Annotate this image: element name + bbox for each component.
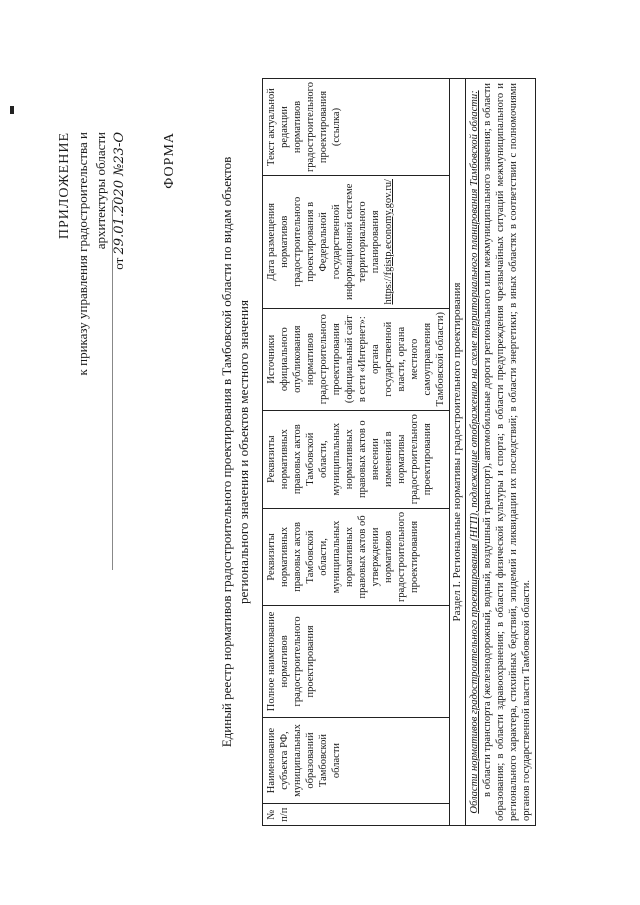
areas-body: в области транспорта (железнодорожный, водный, воздушный транспорт), автомобильные дороги регионального или межмуниципального значения; в области образования; в области здравоохранения; в области физической культуры и спорта; в области предупреждения чрезвычайных ситуаций межмуниципального и регионального характера, стихийных бедствий, эпидемий и ликвидации их последствий; в области энергетики; в иных областях в соответствии с полномочиями органов государственной власти Тамбовской области. <box>482 83 532 821</box>
punch-mark <box>10 106 14 114</box>
header-fgis-date-text: Дата размещения нормативов градостроительного проектирования в Федеральной государственной информационной системе территориального планирования <box>266 183 381 300</box>
fgis-link[interactable]: https://fgistp.economy.gov.ru/ <box>383 179 394 305</box>
header-publication-source: Источники официального опубликования нормативов градостроительного проектирования (официальный сайт в сети «Интернет»: органа государственной власти, органа местного самоуправления Тамбовской области) <box>263 308 450 410</box>
areas-row <box>466 79 536 826</box>
title-line2: регионального значения и объектов местного значения <box>236 300 251 604</box>
date-prefix: от <box>111 257 126 270</box>
section-title: Раздел I. Региональные нормативы градостроительного проектирования <box>450 79 466 826</box>
section-row <box>450 79 466 826</box>
appendix-block <box>56 132 129 492</box>
form-label: ФОРМА <box>162 132 177 189</box>
appendix-line2: архитектуры области <box>93 132 108 250</box>
header-fgis-date <box>263 176 450 309</box>
header-number: № п/п <box>263 804 450 826</box>
areas-title: Области нормативов градостроительного проектирования (НГП), подлежащие отображению на схеме территориального планирования Тамбовской области: <box>469 90 480 814</box>
areas-cell <box>466 79 536 826</box>
table-header-row <box>263 79 450 826</box>
header-approval-acts: Реквизиты нормативных правовых актов Тамбовской области, муниципальных нормативных правовых актов об утверждении нормативов градостроительного проектирования <box>263 508 450 606</box>
date-value: 29.01.2020 №23-О <box>112 132 127 255</box>
appendix-title: ПРИЛОЖЕНИЕ <box>57 132 72 240</box>
registry-table <box>262 78 536 826</box>
document-title <box>218 92 252 812</box>
appendix-line1: к приказу управления градостроительства и <box>75 132 90 376</box>
header-full-name: Полное наименование нормативов градостроительного проектирования <box>263 606 450 717</box>
appendix-date <box>110 132 129 492</box>
title-line1: Единый реестр нормативов градостроительного проектирования в Тамбовской области по видам объектов <box>219 156 234 748</box>
header-subject-name: Наименование субъекта РФ, муниципальных образований Тамбовской области <box>263 717 450 804</box>
header-amendment-acts: Реквизиты нормативных правовых актов Тамбовской области, муниципальных нормативных правовых актов о внесении изменений в нормативы градостроительного проектирования <box>263 410 450 508</box>
rotated-document <box>40 72 600 832</box>
header-current-text: Текст актуальной редакции нормативов градостроительного проектирования (ссылка) <box>263 79 450 176</box>
